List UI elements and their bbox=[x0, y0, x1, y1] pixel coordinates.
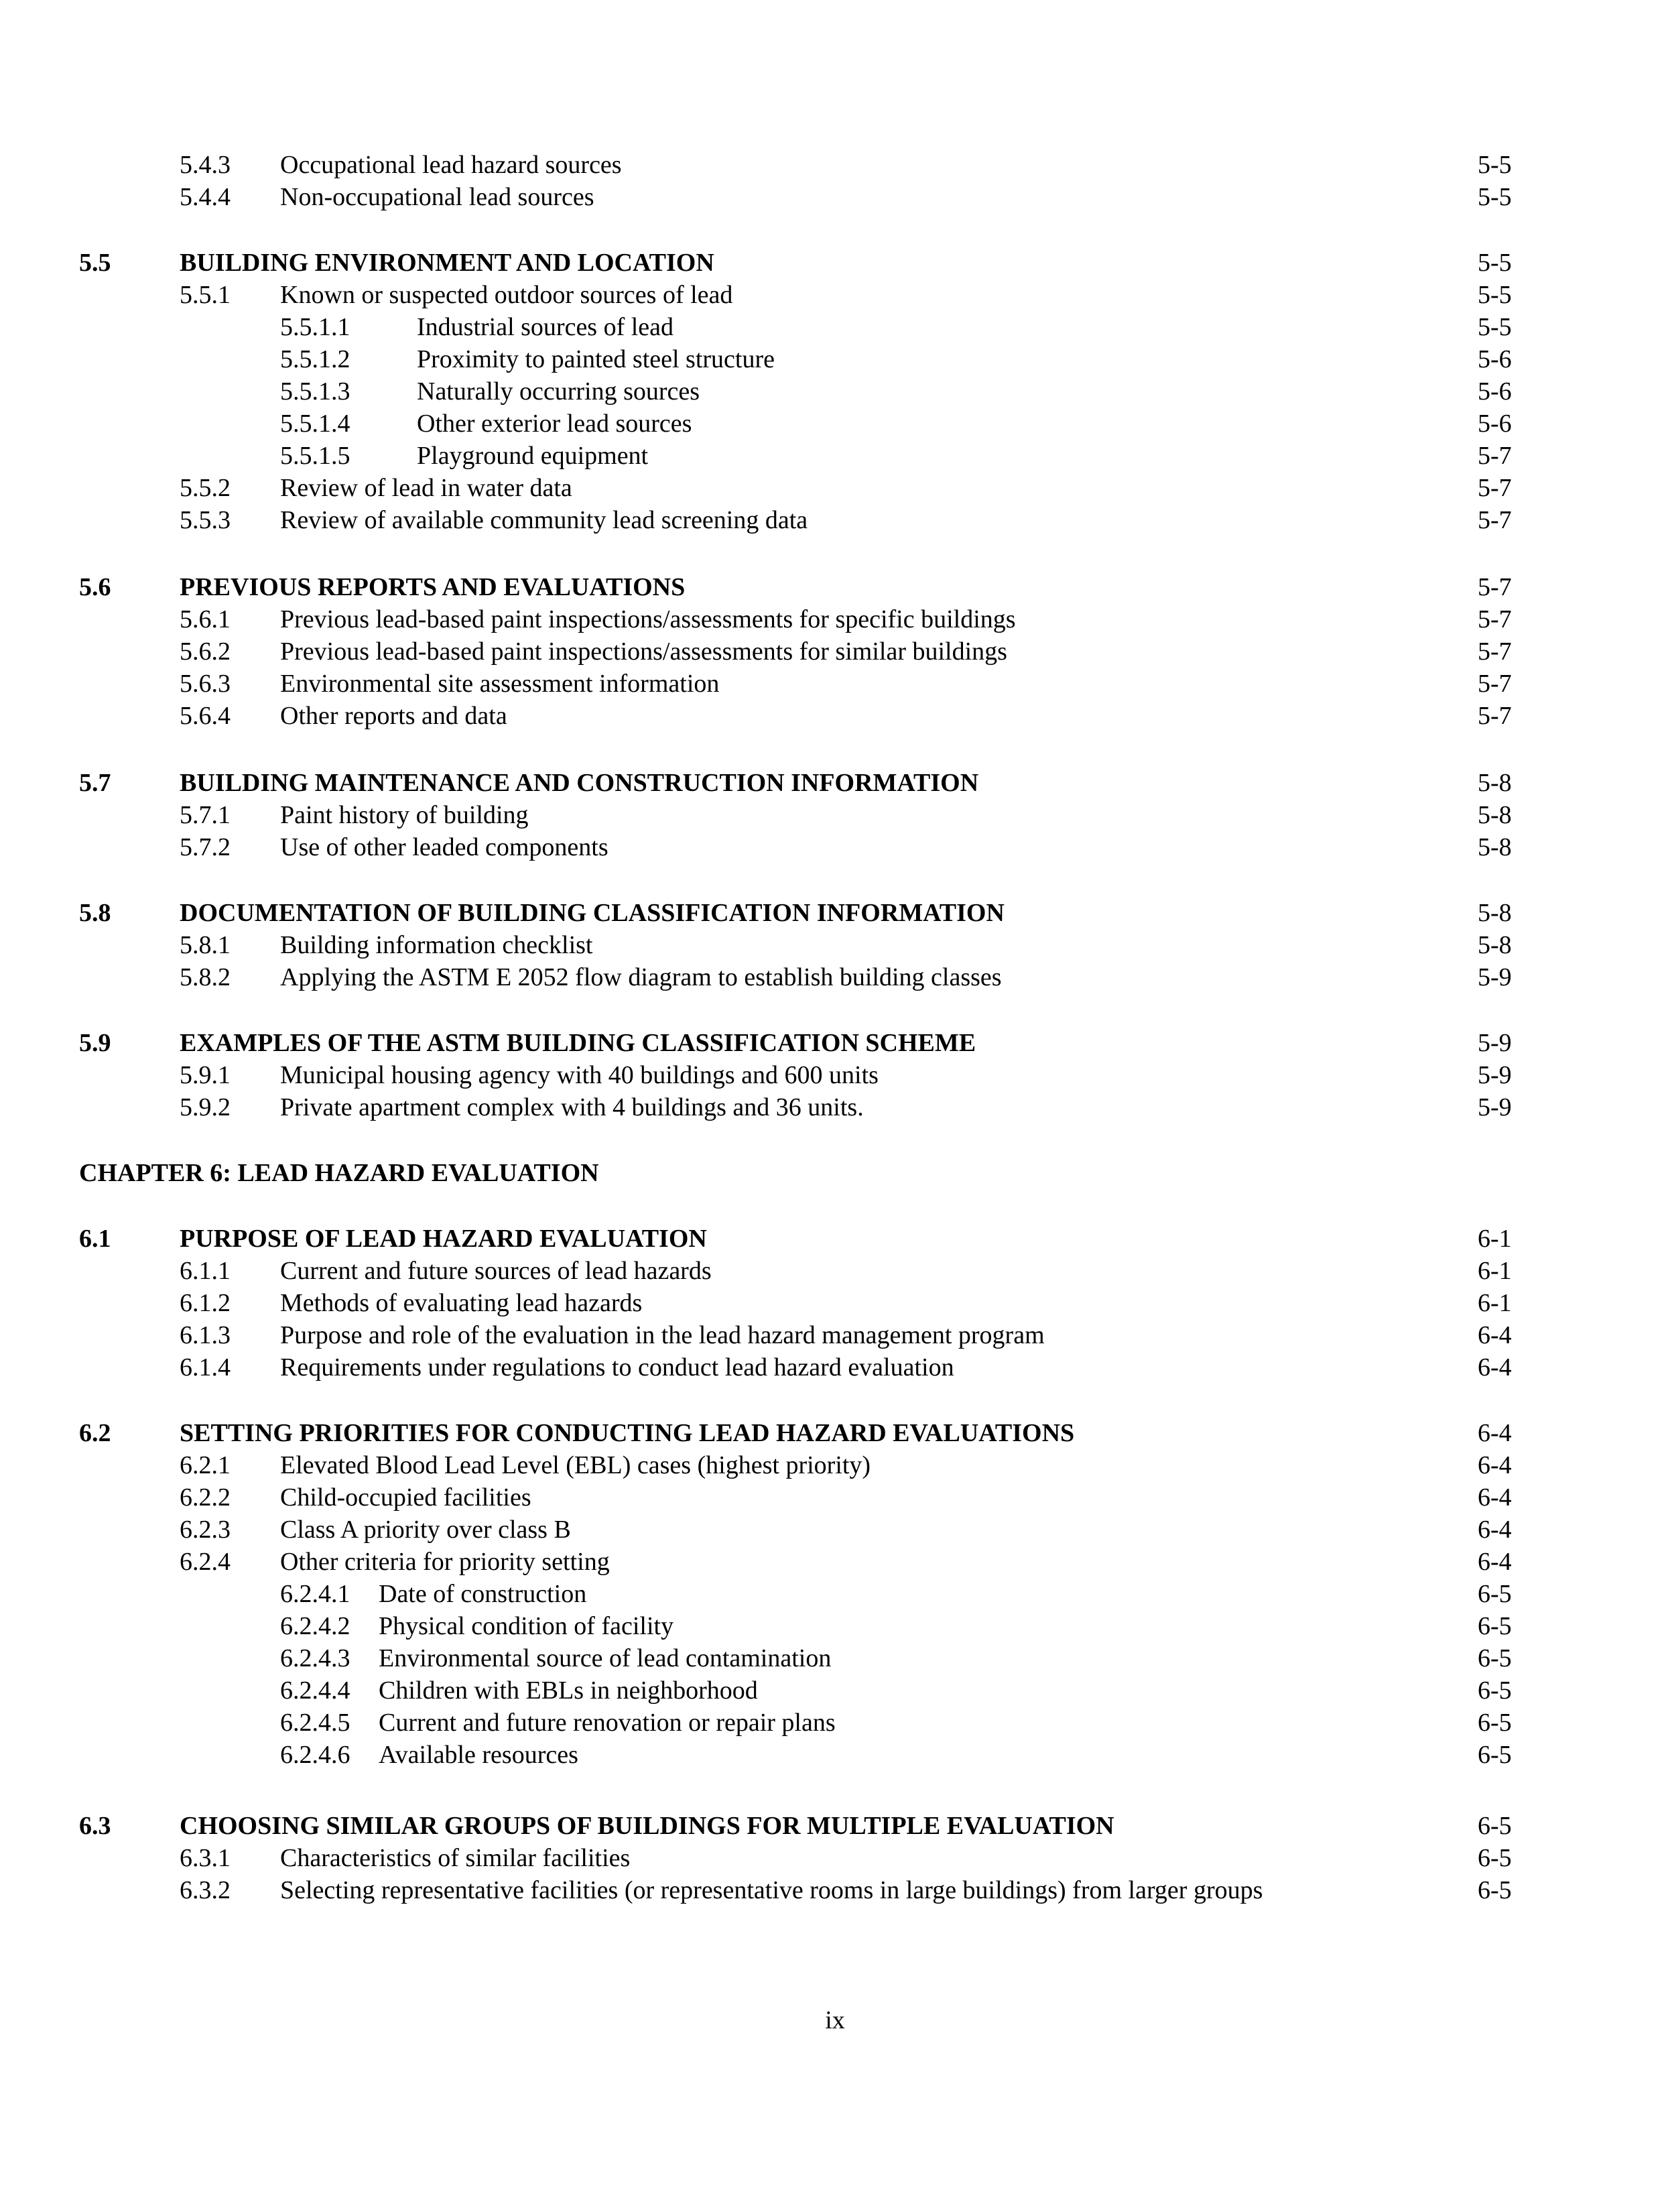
toc-title: EXAMPLES OF THE ASTM BUILDING CLASSIFICATION SCHEME bbox=[180, 1029, 976, 1057]
toc-entry-6-1-1 bbox=[0, 1255, 1670, 1287]
toc-title: Other criteria for priority setting bbox=[280, 1548, 610, 1576]
toc-number: 6.1.2 bbox=[180, 1289, 231, 1317]
toc-entry-6-3-2 bbox=[0, 1874, 1670, 1906]
toc-entry-5-5-1-4 bbox=[0, 408, 1670, 440]
toc-number: 6.2.4 bbox=[180, 1548, 231, 1576]
toc-entry-5-5-1-1 bbox=[0, 311, 1670, 343]
toc-title: Elevated Blood Lead Level (EBL) cases (highest priority) bbox=[280, 1451, 871, 1479]
toc-title: Other exterior lead sources bbox=[417, 410, 692, 438]
toc-title: Proximity to painted steel structure bbox=[417, 345, 775, 373]
toc-page: 5-7 bbox=[1478, 670, 1512, 698]
toc-entry-5-6-2 bbox=[0, 635, 1670, 668]
toc-page: 5-5 bbox=[1478, 249, 1512, 277]
toc-number: 5.5.2 bbox=[180, 474, 231, 502]
toc-number: 5.8.2 bbox=[180, 963, 231, 991]
toc-number: 5.5.3 bbox=[180, 506, 231, 534]
toc-title: Environmental site assessment information bbox=[280, 670, 720, 698]
toc-page: 6-5 bbox=[1478, 1676, 1512, 1705]
toc-entry-5-7-1 bbox=[0, 799, 1670, 831]
toc-number: 5.6.3 bbox=[180, 670, 231, 698]
toc-number: 5.8.1 bbox=[180, 931, 231, 959]
toc-number: 5.5.1.5 bbox=[280, 442, 350, 470]
toc-section-5-9 bbox=[0, 1027, 1670, 1059]
toc-page: 6-1 bbox=[1478, 1289, 1512, 1317]
toc-number: 6.3 bbox=[79, 1812, 111, 1840]
toc-entry-6-2-4-1 bbox=[0, 1578, 1670, 1610]
toc-section-5-8 bbox=[0, 897, 1670, 929]
toc-number: 5.6.1 bbox=[180, 605, 231, 633]
toc-title: Occupational lead hazard sources bbox=[280, 151, 622, 179]
toc-entry-6-2-4-2 bbox=[0, 1610, 1670, 1642]
toc-page: 5-7 bbox=[1478, 506, 1512, 534]
toc-title: Date of construction bbox=[379, 1580, 587, 1608]
toc-title: Other reports and data bbox=[280, 702, 507, 730]
toc-number: 5.5.1.4 bbox=[280, 410, 350, 438]
toc-title: Current and future sources of lead hazards bbox=[280, 1257, 712, 1285]
toc-title: PREVIOUS REPORTS AND EVALUATIONS bbox=[180, 573, 686, 601]
toc-number: 5.5 bbox=[79, 249, 111, 277]
toc-title: PURPOSE OF LEAD HAZARD EVALUATION bbox=[180, 1225, 707, 1253]
toc-page: 6-1 bbox=[1478, 1257, 1512, 1285]
toc-title: Use of other leaded components bbox=[280, 833, 608, 861]
toc-title: Previous lead-based paint inspections/assessments for specific buildings bbox=[280, 605, 1016, 633]
toc-number: 6.1.4 bbox=[180, 1353, 231, 1381]
toc-title: Review of lead in water data bbox=[280, 474, 572, 502]
toc-section-5-6 bbox=[0, 571, 1670, 603]
toc-number: 6.2.4.4 bbox=[280, 1676, 350, 1705]
toc-number: 6.1 bbox=[79, 1225, 111, 1253]
toc-entry-5-9-2 bbox=[0, 1091, 1670, 1123]
toc-entry-5-4-3 bbox=[0, 149, 1670, 181]
toc-number: 6.2.3 bbox=[180, 1516, 231, 1544]
toc-chapter-6-heading bbox=[0, 1157, 1670, 1189]
toc-title: Industrial sources of lead bbox=[417, 313, 674, 341]
toc-entry-6-2-1 bbox=[0, 1449, 1670, 1481]
toc-page: 6-5 bbox=[1478, 1612, 1512, 1640]
toc-title: Child-occupied facilities bbox=[280, 1483, 531, 1512]
toc-page: 6-4 bbox=[1478, 1353, 1512, 1381]
toc-title: Building information checklist bbox=[280, 931, 593, 959]
toc-page: 6-5 bbox=[1478, 1844, 1512, 1872]
toc-number: 5.9 bbox=[79, 1029, 111, 1057]
toc-title: Known or suspected outdoor sources of lead bbox=[280, 281, 733, 309]
toc-title: Physical condition of facility bbox=[379, 1612, 674, 1640]
toc-page: 5-6 bbox=[1478, 377, 1512, 406]
toc-page: 5-8 bbox=[1478, 801, 1512, 829]
toc-number: 5.7.2 bbox=[180, 833, 231, 861]
toc-title: Non-occupational lead sources bbox=[280, 183, 594, 211]
toc-page: 5-9 bbox=[1478, 1061, 1512, 1089]
toc-number: 5.4.3 bbox=[180, 151, 231, 179]
toc-number: 5.6.4 bbox=[180, 702, 231, 730]
toc-title: Characteristics of similar facilities bbox=[280, 1844, 631, 1872]
page-number: ix bbox=[825, 2006, 845, 2034]
toc-page: 5-6 bbox=[1478, 410, 1512, 438]
toc-page: 6-4 bbox=[1478, 1483, 1512, 1512]
toc-page: 5-5 bbox=[1478, 313, 1512, 341]
toc-title: Review of available community lead screening data bbox=[280, 506, 808, 534]
toc-entry-5-4-4 bbox=[0, 181, 1670, 213]
toc-title: Class A priority over class B bbox=[280, 1516, 571, 1544]
toc-title: Playground equipment bbox=[417, 442, 649, 470]
toc-page: 6-5 bbox=[1478, 1741, 1512, 1769]
toc-page: 6-1 bbox=[1478, 1225, 1512, 1253]
toc-section-6-3 bbox=[0, 1810, 1670, 1842]
toc-entry-6-1-2 bbox=[0, 1287, 1670, 1319]
toc-title: Applying the ASTM E 2052 flow diagram to establish building classes bbox=[280, 963, 1002, 991]
toc-page: 5-5 bbox=[1478, 281, 1512, 309]
toc-entry-5-6-4 bbox=[0, 700, 1670, 732]
toc-entry-6-3-1 bbox=[0, 1842, 1670, 1874]
toc-entry-5-5-1-2 bbox=[0, 343, 1670, 375]
toc-page: 6-5 bbox=[1478, 1644, 1512, 1672]
toc-page: 5-5 bbox=[1478, 183, 1512, 211]
toc-page: 6-5 bbox=[1478, 1812, 1512, 1840]
toc-number: 6.1.3 bbox=[180, 1321, 231, 1349]
toc-entry-6-2-3 bbox=[0, 1514, 1670, 1546]
toc-entry-5-8-1 bbox=[0, 929, 1670, 961]
toc-page: 5-7 bbox=[1478, 605, 1512, 633]
toc-entry-5-5-1 bbox=[0, 279, 1670, 311]
toc-entry-5-6-1 bbox=[0, 603, 1670, 635]
toc-entry-5-9-1 bbox=[0, 1059, 1670, 1091]
toc-title: Requirements under regulations to conduct lead hazard evaluation bbox=[280, 1353, 954, 1381]
toc-page: 5-7 bbox=[1478, 702, 1512, 730]
toc-entry-5-8-2 bbox=[0, 961, 1670, 993]
toc-title: Children with EBLs in neighborhood bbox=[379, 1676, 758, 1705]
toc-number: 5.4.4 bbox=[180, 183, 231, 211]
toc-number: 6.3.2 bbox=[180, 1876, 231, 1904]
toc-number: 5.7.1 bbox=[180, 801, 231, 829]
toc-title: Available resources bbox=[379, 1741, 578, 1769]
toc-page: 6-4 bbox=[1478, 1419, 1512, 1447]
toc-page: 5-8 bbox=[1478, 931, 1512, 959]
toc-number: 6.2.2 bbox=[180, 1483, 231, 1512]
toc-entry-6-1-4 bbox=[0, 1351, 1670, 1384]
toc-page: 5-9 bbox=[1478, 1093, 1512, 1121]
toc-page: 5-8 bbox=[1478, 899, 1512, 927]
toc-entry-6-2-4-3 bbox=[0, 1642, 1670, 1674]
toc-number: 6.2.4.1 bbox=[280, 1580, 350, 1608]
toc-title: CHOOSING SIMILAR GROUPS OF BUILDINGS FOR MULTIPLE EVALUATION bbox=[180, 1812, 1114, 1840]
toc-page: 6-4 bbox=[1478, 1321, 1512, 1349]
toc-entry-5-5-1-5 bbox=[0, 440, 1670, 472]
toc-page: 6-4 bbox=[1478, 1451, 1512, 1479]
toc-number: 5.8 bbox=[79, 899, 111, 927]
toc-number: 6.2.4.6 bbox=[280, 1741, 350, 1769]
toc-title: BUILDING ENVIRONMENT AND LOCATION bbox=[180, 249, 714, 277]
toc-number: 5.9.2 bbox=[180, 1093, 231, 1121]
toc-page: 5-8 bbox=[1478, 769, 1512, 797]
toc-entry-5-6-3 bbox=[0, 668, 1670, 700]
toc-page: 5-5 bbox=[1478, 151, 1512, 179]
toc-section-6-1 bbox=[0, 1223, 1670, 1255]
toc-number: 6.3.1 bbox=[180, 1844, 231, 1872]
toc-number: 6.2.4.5 bbox=[280, 1709, 350, 1737]
toc-page: 5-7 bbox=[1478, 637, 1512, 666]
toc-page: 6-4 bbox=[1478, 1548, 1512, 1576]
toc-number: 6.2 bbox=[79, 1419, 111, 1447]
toc-title: DOCUMENTATION OF BUILDING CLASSIFICATION INFORMATION bbox=[180, 899, 1005, 927]
toc-title: SETTING PRIORITIES FOR CONDUCTING LEAD HAZARD EVALUATIONS bbox=[180, 1419, 1075, 1447]
toc-title: Naturally occurring sources bbox=[417, 377, 700, 406]
toc-section-5-7 bbox=[0, 767, 1670, 799]
toc-number: 5.7 bbox=[79, 769, 111, 797]
toc-page: 5-8 bbox=[1478, 833, 1512, 861]
toc-title: Methods of evaluating lead hazards bbox=[280, 1289, 643, 1317]
toc-number: 5.6.2 bbox=[180, 637, 231, 666]
toc-entry-6-1-3 bbox=[0, 1319, 1670, 1351]
toc-page: 6-5 bbox=[1478, 1876, 1512, 1904]
toc-entry-5-5-2 bbox=[0, 472, 1670, 504]
toc-section-6-2 bbox=[0, 1417, 1670, 1449]
toc-page: 5-6 bbox=[1478, 345, 1512, 373]
toc-page: 6-4 bbox=[1478, 1516, 1512, 1544]
toc-title: Paint history of building bbox=[280, 801, 529, 829]
toc-number: 6.2.4.2 bbox=[280, 1612, 350, 1640]
toc-entry-6-2-4 bbox=[0, 1546, 1670, 1578]
toc-section-5-5 bbox=[0, 247, 1670, 279]
toc-entry-6-2-4-4 bbox=[0, 1674, 1670, 1707]
toc-title: Purpose and role of the evaluation in the lead hazard management program bbox=[280, 1321, 1045, 1349]
toc-number: 5.9.1 bbox=[180, 1061, 231, 1089]
toc-page: 6-5 bbox=[1478, 1709, 1512, 1737]
toc-entry-5-7-2 bbox=[0, 831, 1670, 863]
toc-page: 6-5 bbox=[1478, 1580, 1512, 1608]
toc-title: Municipal housing agency with 40 buildings and 600 units bbox=[280, 1061, 879, 1089]
toc-number: 5.5.1.1 bbox=[280, 313, 350, 341]
toc-title: Environmental source of lead contamination bbox=[379, 1644, 832, 1672]
toc-title: Private apartment complex with 4 buildings and 36 units. bbox=[280, 1093, 864, 1121]
toc-number: 6.2.1 bbox=[180, 1451, 231, 1479]
toc-number: 5.5.1.3 bbox=[280, 377, 350, 406]
toc-title: Previous lead-based paint inspections/assessments for similar buildings bbox=[280, 637, 1007, 666]
toc-number: 6.2.4.3 bbox=[280, 1644, 350, 1672]
toc-entry-5-5-1-3 bbox=[0, 375, 1670, 408]
toc-entry-6-2-4-5 bbox=[0, 1707, 1670, 1739]
toc-number: 5.5.1 bbox=[180, 281, 231, 309]
toc-entry-6-2-4-6 bbox=[0, 1739, 1670, 1771]
toc-page: 5-9 bbox=[1478, 963, 1512, 991]
toc-title: BUILDING MAINTENANCE AND CONSTRUCTION INFORMATION bbox=[180, 769, 979, 797]
toc-number: 5.5.1.2 bbox=[280, 345, 350, 373]
toc-page: 5-9 bbox=[1478, 1029, 1512, 1057]
toc-page: 5-7 bbox=[1478, 474, 1512, 502]
toc-entry-5-5-3 bbox=[0, 504, 1670, 536]
toc-page: 5-7 bbox=[1478, 442, 1512, 470]
toc-number: 6.1.1 bbox=[180, 1257, 231, 1285]
toc-title: Selecting representative facilities (or representative rooms in large buildings) from larger groups bbox=[280, 1876, 1263, 1904]
toc-title: Current and future renovation or repair plans bbox=[379, 1709, 836, 1737]
toc-entry-6-2-2 bbox=[0, 1481, 1670, 1514]
toc-number: 5.6 bbox=[79, 573, 111, 601]
toc-page: 5-7 bbox=[1478, 573, 1512, 601]
chapter-title: CHAPTER 6: LEAD HAZARD EVALUATION bbox=[79, 1159, 599, 1187]
